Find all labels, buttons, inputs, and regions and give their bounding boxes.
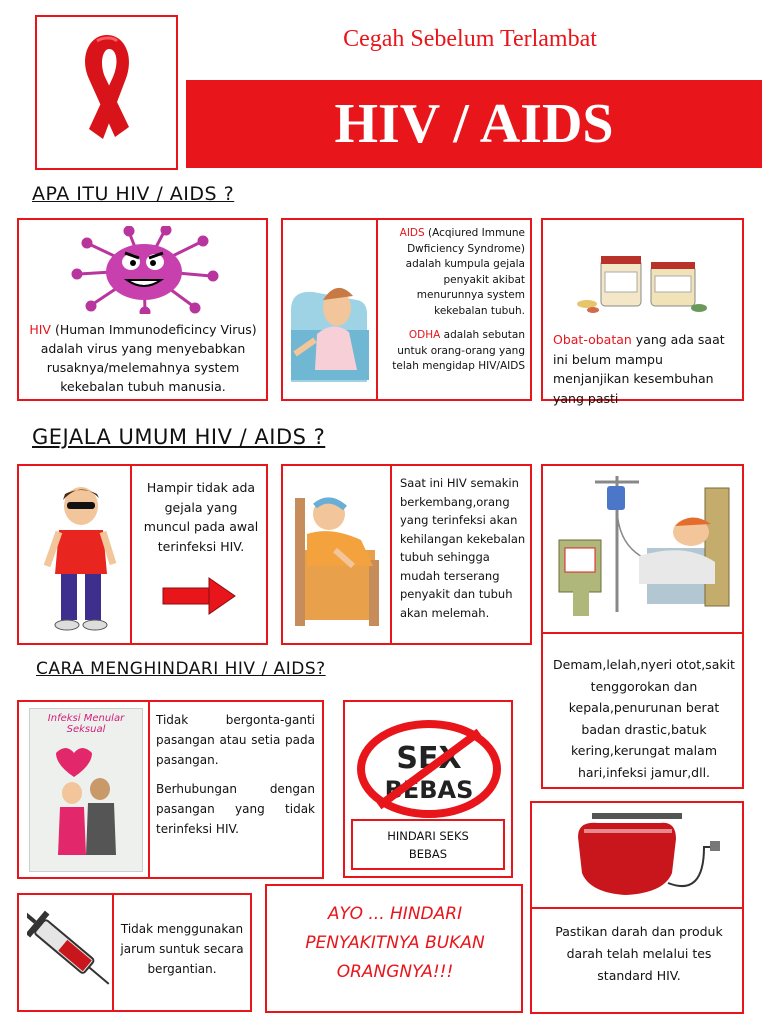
progression-card xyxy=(281,464,532,645)
title-banner xyxy=(186,80,762,168)
obat-term: Obat-obatan xyxy=(553,332,632,347)
symptoms-text: Demam,lelah,nyeri otot,sakit tenggorokan dan kepala,penurunan berat badan drastic,batuk kering,kerungat malam hari,infeksi jamur,dll. xyxy=(553,657,735,780)
aids-definition-text xyxy=(383,226,525,375)
hiv-definition-card xyxy=(17,218,268,401)
hospital-image-card xyxy=(541,464,744,634)
medicine-text xyxy=(553,330,739,408)
progression-card-divider xyxy=(390,466,392,643)
sick-person-illustration xyxy=(287,250,373,382)
progression-text: Saat ini HIV semakin berkembang,orang yang terinfeksi akan kehilangan kekebalan tubuh sehingga mudah terserang penyakit dan tubuh akan melemah. xyxy=(400,476,526,620)
slogan-text: AYO ... HINDARI PENYAKITNYA BUKAN ORANGNYA!!! xyxy=(305,904,485,982)
slogan-card xyxy=(265,884,523,1013)
hindari-seks-label-box xyxy=(351,819,505,870)
virus-icon xyxy=(69,226,219,314)
arrow-right-icon xyxy=(161,576,237,616)
no-sex-sign-icon xyxy=(357,720,501,818)
syringe-icon xyxy=(27,901,117,1005)
hiv-description: (Human Immunodeficincy Virus) adalah virus yang menyebabkan rusaknya/melemahnya system kekebalan tubuh manusia. xyxy=(40,322,257,394)
awareness-ribbon-icon xyxy=(37,17,176,168)
blood-bag-image-card xyxy=(530,801,744,909)
section-heading-gejala: GEJALA UMUM HIV / AIDS ? xyxy=(32,425,326,449)
section-heading-apa-itu: APA ITU HIV / AIDS ? xyxy=(32,183,235,205)
early-symptom-text: Hampir tidak ada gejala yang muncul pada awal terinfeksi HIV. xyxy=(143,480,259,554)
syringe-text: Tidak menggunakan jarum suntuk secara bergantian. xyxy=(120,922,244,976)
couple-illustration xyxy=(36,735,136,863)
blood-bag-icon xyxy=(564,807,724,903)
obat-description: yang ada saat ini belum mampu menjanjikan kesembuhan yang pasti xyxy=(553,332,725,406)
aids-term: AIDS xyxy=(399,227,425,239)
no-free-sex-card xyxy=(343,700,513,878)
aids-card-divider xyxy=(376,220,378,399)
poster-title: Infeksi Menular Seksual xyxy=(47,713,125,735)
hindari-seks-label: HINDARI SEKS BEBAS xyxy=(387,829,469,861)
syringe-card xyxy=(17,893,252,1012)
section-heading-cara: CARA MENGHINDARI HIV / AIDS? xyxy=(36,659,326,679)
blood-test-text: Pastikan darah dan produk darah telah melalui tes standard HIV. xyxy=(555,924,723,983)
sign-line-2: BEBAS xyxy=(384,776,474,804)
hospital-patient-illustration xyxy=(555,472,733,626)
hiv-term: HIV xyxy=(29,322,51,337)
aids-definition-card xyxy=(281,218,532,401)
aids-description: (Acqiured Immune Dwficiency Syndrome) adalah kumpula gejala penyakit akibat menurunnya system kekebalan tubuh. xyxy=(405,227,525,317)
tagline: Cegah Sebelum Terlambat xyxy=(343,26,597,52)
odha-term: ODHA xyxy=(408,329,441,341)
medicine-card xyxy=(541,218,744,406)
early-symptom-card xyxy=(17,464,268,645)
ribbon-box xyxy=(35,15,178,170)
faithful-partner-card xyxy=(17,700,324,879)
setia-text: Tidak bergonta-ganti pasangan atau setia pada pasangan. xyxy=(156,713,315,767)
odha-description: adalah sebutan untuk orang-orang yang telah mengidap HIV/AIDS xyxy=(392,329,525,372)
healthy-boy-illustration xyxy=(41,482,121,634)
blood-test-card xyxy=(530,907,744,1014)
syringe-card-divider xyxy=(112,895,114,1010)
berhubungan-text: Berhubungan dengan pasangan yang tidak terinfeksi HIV. xyxy=(156,782,315,836)
early-card-divider xyxy=(130,466,132,643)
sign-line-1: SEX xyxy=(396,741,462,776)
hiv-definition-text xyxy=(27,320,259,396)
medicine-bottles-icon xyxy=(573,254,713,316)
sick-in-bed-illustration xyxy=(291,480,383,630)
page-title: HIV / AIDS xyxy=(334,93,614,155)
faithful-partner-text xyxy=(156,710,315,839)
symptoms-list-card xyxy=(541,632,744,789)
faithful-card-divider xyxy=(148,702,150,877)
ims-poster xyxy=(29,708,143,872)
